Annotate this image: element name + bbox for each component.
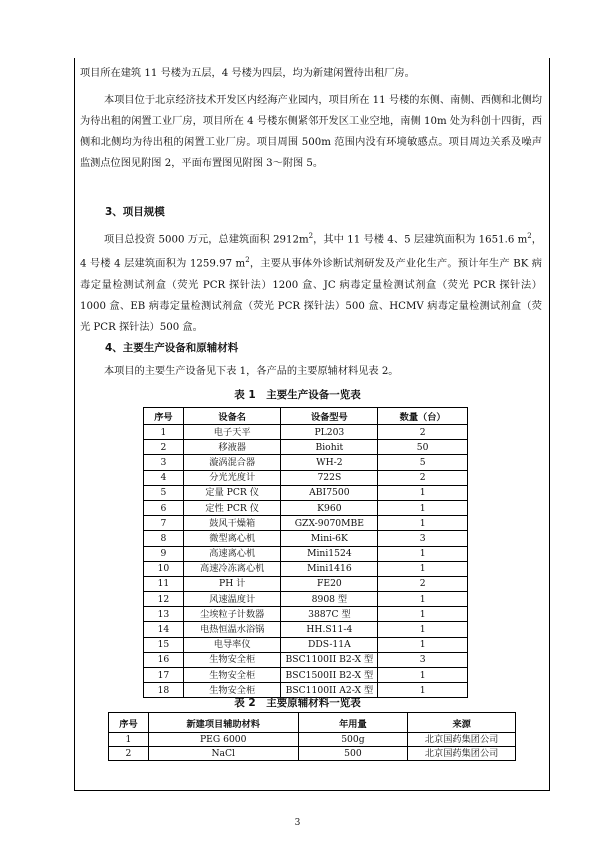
table-cell: 1 xyxy=(378,607,468,622)
page-number: 3 xyxy=(294,818,301,828)
table-cell: 漩涡混合器 xyxy=(183,455,281,470)
table-cell: 生物安全柜 xyxy=(183,683,281,698)
table-cell: 8908 型 xyxy=(281,592,378,607)
section-heading-equipment: 4、主要生产设备和原辅材料 xyxy=(105,342,239,354)
table-cell: GZX-9070MBE xyxy=(281,516,378,531)
table-cell: 分光光度计 xyxy=(183,470,281,485)
section-heading-scale: 3、项目规模 xyxy=(105,206,165,218)
table-row xyxy=(144,516,468,531)
table-cell: 3 xyxy=(144,455,184,470)
table-cell: 8 xyxy=(144,531,184,546)
table-cell: 定量 PCR 仪 xyxy=(183,485,281,500)
table-cell: 电导率仪 xyxy=(183,637,281,652)
table-cell: 50 xyxy=(378,440,468,455)
table-row xyxy=(144,500,468,515)
table-cell: 生物安全柜 xyxy=(183,668,281,683)
paragraph-scale: 项目总投资 5000 万元，总建筑面积 $2912m^2$，其中 11 号楼 4、5 层建筑面积为 1651.6 $m^2$，4 号楼 4 层建筑面积为 1259.97 $m^2$，主要从事体外诊断试剂研发及产业化生产。预计年生产 BK 病毒定量检测试剂盒（荧光 PCR 探针法）1200 盒、JC 病毒定量检测试剂盒（荧光 PCR 探针法）1000 盒、EB 病毒定量检测试剂盒（荧光 PCR 探针法）500 盒、HCMV 病毒定量检测试剂盒（荧光 PCR 探针法）500 盒。 xyxy=(80,232,542,333)
table-row xyxy=(144,652,468,667)
table-cell: 电热恒温水浴锅 xyxy=(183,622,281,637)
table-cell: 17 xyxy=(144,668,184,683)
table-cell: 500g xyxy=(298,733,408,747)
table-cell: 1 xyxy=(109,733,149,747)
table-row xyxy=(144,455,468,470)
table-cell: 7 xyxy=(144,516,184,531)
table-cell: DDS-11A xyxy=(281,637,378,652)
table-cell: 2 xyxy=(144,440,184,455)
table-cell: 1 xyxy=(378,546,468,561)
table-cell: BSC1100II B2-X 型 xyxy=(281,652,378,667)
table-cell: 15 xyxy=(144,637,184,652)
table-cell: 5 xyxy=(378,455,468,470)
table-cell: 11 xyxy=(144,576,184,591)
table-cell: 14 xyxy=(144,622,184,637)
table-cell: 2 xyxy=(378,470,468,485)
table-cell: 移液器 xyxy=(183,440,281,455)
table-row xyxy=(109,733,516,747)
table-cell: PL203 xyxy=(281,425,378,440)
table-cell: 1 xyxy=(378,500,468,515)
paragraph-building-floors: 项目所在建筑 11 号楼为五层，4 号楼为四层，均为新建闲置待出租厂房。 xyxy=(80,68,415,79)
table-header-cell: 序号 xyxy=(109,713,149,733)
table-header-row xyxy=(144,408,468,425)
table-cell: 6 xyxy=(144,500,184,515)
table-cell: 12 xyxy=(144,592,184,607)
table-header-cell: 新建项目辅助材料 xyxy=(148,713,298,733)
table-row xyxy=(144,425,468,440)
table-cell: 1 xyxy=(144,425,184,440)
table-cell: 1 xyxy=(378,592,468,607)
table-cell: NaCl xyxy=(148,747,298,761)
table-row xyxy=(144,470,468,485)
table-cell: ABI7500 xyxy=(281,485,378,500)
table-cell: 生物安全柜 xyxy=(183,652,281,667)
table-cell: 1 xyxy=(378,637,468,652)
table-header-cell: 来源 xyxy=(408,713,516,733)
table1-caption: 表 1 主要生产设备一览表 xyxy=(234,389,361,401)
table-cell: 2 xyxy=(109,747,149,761)
table-row xyxy=(144,668,468,683)
table-header-cell: 数量（台） xyxy=(378,408,468,425)
table-cell: 高速离心机 xyxy=(183,546,281,561)
materials-table xyxy=(108,712,516,761)
table-cell: Biohit xyxy=(281,440,378,455)
table-cell: 1 xyxy=(378,561,468,576)
table-header-cell: 年用量 xyxy=(298,713,408,733)
table-cell: 1 xyxy=(378,683,468,698)
table-header-cell: 序号 xyxy=(144,408,184,425)
table-header-cell: 设备型号 xyxy=(281,408,378,425)
table-cell: 722S xyxy=(281,470,378,485)
table-cell: 1 xyxy=(378,516,468,531)
table-row xyxy=(144,637,468,652)
table-cell: 尘埃粒子计数器 xyxy=(183,607,281,622)
table-row xyxy=(144,592,468,607)
table-cell: HH.S11-4 xyxy=(281,622,378,637)
table-cell: 风速温度计 xyxy=(183,592,281,607)
table-row xyxy=(144,440,468,455)
table-cell: PH 计 xyxy=(183,576,281,591)
table-header-row xyxy=(109,713,516,733)
table-cell: 北京国药集团公司 xyxy=(408,747,516,761)
table-cell: 13 xyxy=(144,607,184,622)
table-cell: 高速冷冻离心机 xyxy=(183,561,281,576)
table-cell: 9 xyxy=(144,546,184,561)
table-cell: 3887C 型 xyxy=(281,607,378,622)
table-cell: BSC1100II A2-X 型 xyxy=(281,683,378,698)
table-row xyxy=(144,622,468,637)
table-cell: 2 xyxy=(378,425,468,440)
table-cell: Mini1524 xyxy=(281,546,378,561)
table-cell: 5 xyxy=(144,485,184,500)
table-cell: WH-2 xyxy=(281,455,378,470)
table-cell: 鼓风干燥箱 xyxy=(183,516,281,531)
table-cell: 微型离心机 xyxy=(183,531,281,546)
table-row xyxy=(144,607,468,622)
table-cell: FE20 xyxy=(281,576,378,591)
table-cell: 3 xyxy=(378,652,468,667)
table-cell: 定性 PCR 仪 xyxy=(183,500,281,515)
table-cell: Mini-6K xyxy=(281,531,378,546)
table-cell: PEG 6000 xyxy=(148,733,298,747)
table-row xyxy=(144,546,468,561)
table-cell: 16 xyxy=(144,652,184,667)
table-row xyxy=(144,561,468,576)
paragraph-equipment-intro: 本项目的主要生产设备见下表 1，各产品的主要原辅材料见表 2。 xyxy=(104,366,399,377)
table-row xyxy=(144,531,468,546)
table-cell: 500 xyxy=(298,747,408,761)
table-cell: 3 xyxy=(378,531,468,546)
table-cell: 1 xyxy=(378,485,468,500)
paragraph-location: 本项目位于北京经济技术开发区内经海产业园内，项目所在 11 号楼的东侧、南侧、西侧和北侧均为待出租的闲置工业厂房，项目所在 4 号楼东侧紧邻开发区工业空地，南侧 10m 处为科创十四街，西侧和北侧均为待出租的闲置工业厂房。项目周围 500m 范围内没有环境敏感点。项目周边关系及噪声监测点位图见附图 2，平面布置图见附图 3～附图 5。 xyxy=(80,95,542,169)
table-row xyxy=(109,747,516,761)
table-cell: 18 xyxy=(144,683,184,698)
table-cell: K960 xyxy=(281,500,378,515)
table-cell: 4 xyxy=(144,470,184,485)
table-row xyxy=(144,485,468,500)
table-cell: 北京国药集团公司 xyxy=(408,733,516,747)
table-cell: 2 xyxy=(378,576,468,591)
table2-caption: 表 2 主要原辅材料一览表 xyxy=(234,697,361,709)
table-header-cell: 设备名 xyxy=(183,408,281,425)
table-cell: BSC1500II B2-X 型 xyxy=(281,668,378,683)
table-cell: 1 xyxy=(378,622,468,637)
table-cell: 1 xyxy=(378,668,468,683)
table-cell: Mini1416 xyxy=(281,561,378,576)
table-cell: 电子天平 xyxy=(183,425,281,440)
equipment-table xyxy=(143,407,468,698)
table-row xyxy=(144,576,468,591)
table-cell: 10 xyxy=(144,561,184,576)
